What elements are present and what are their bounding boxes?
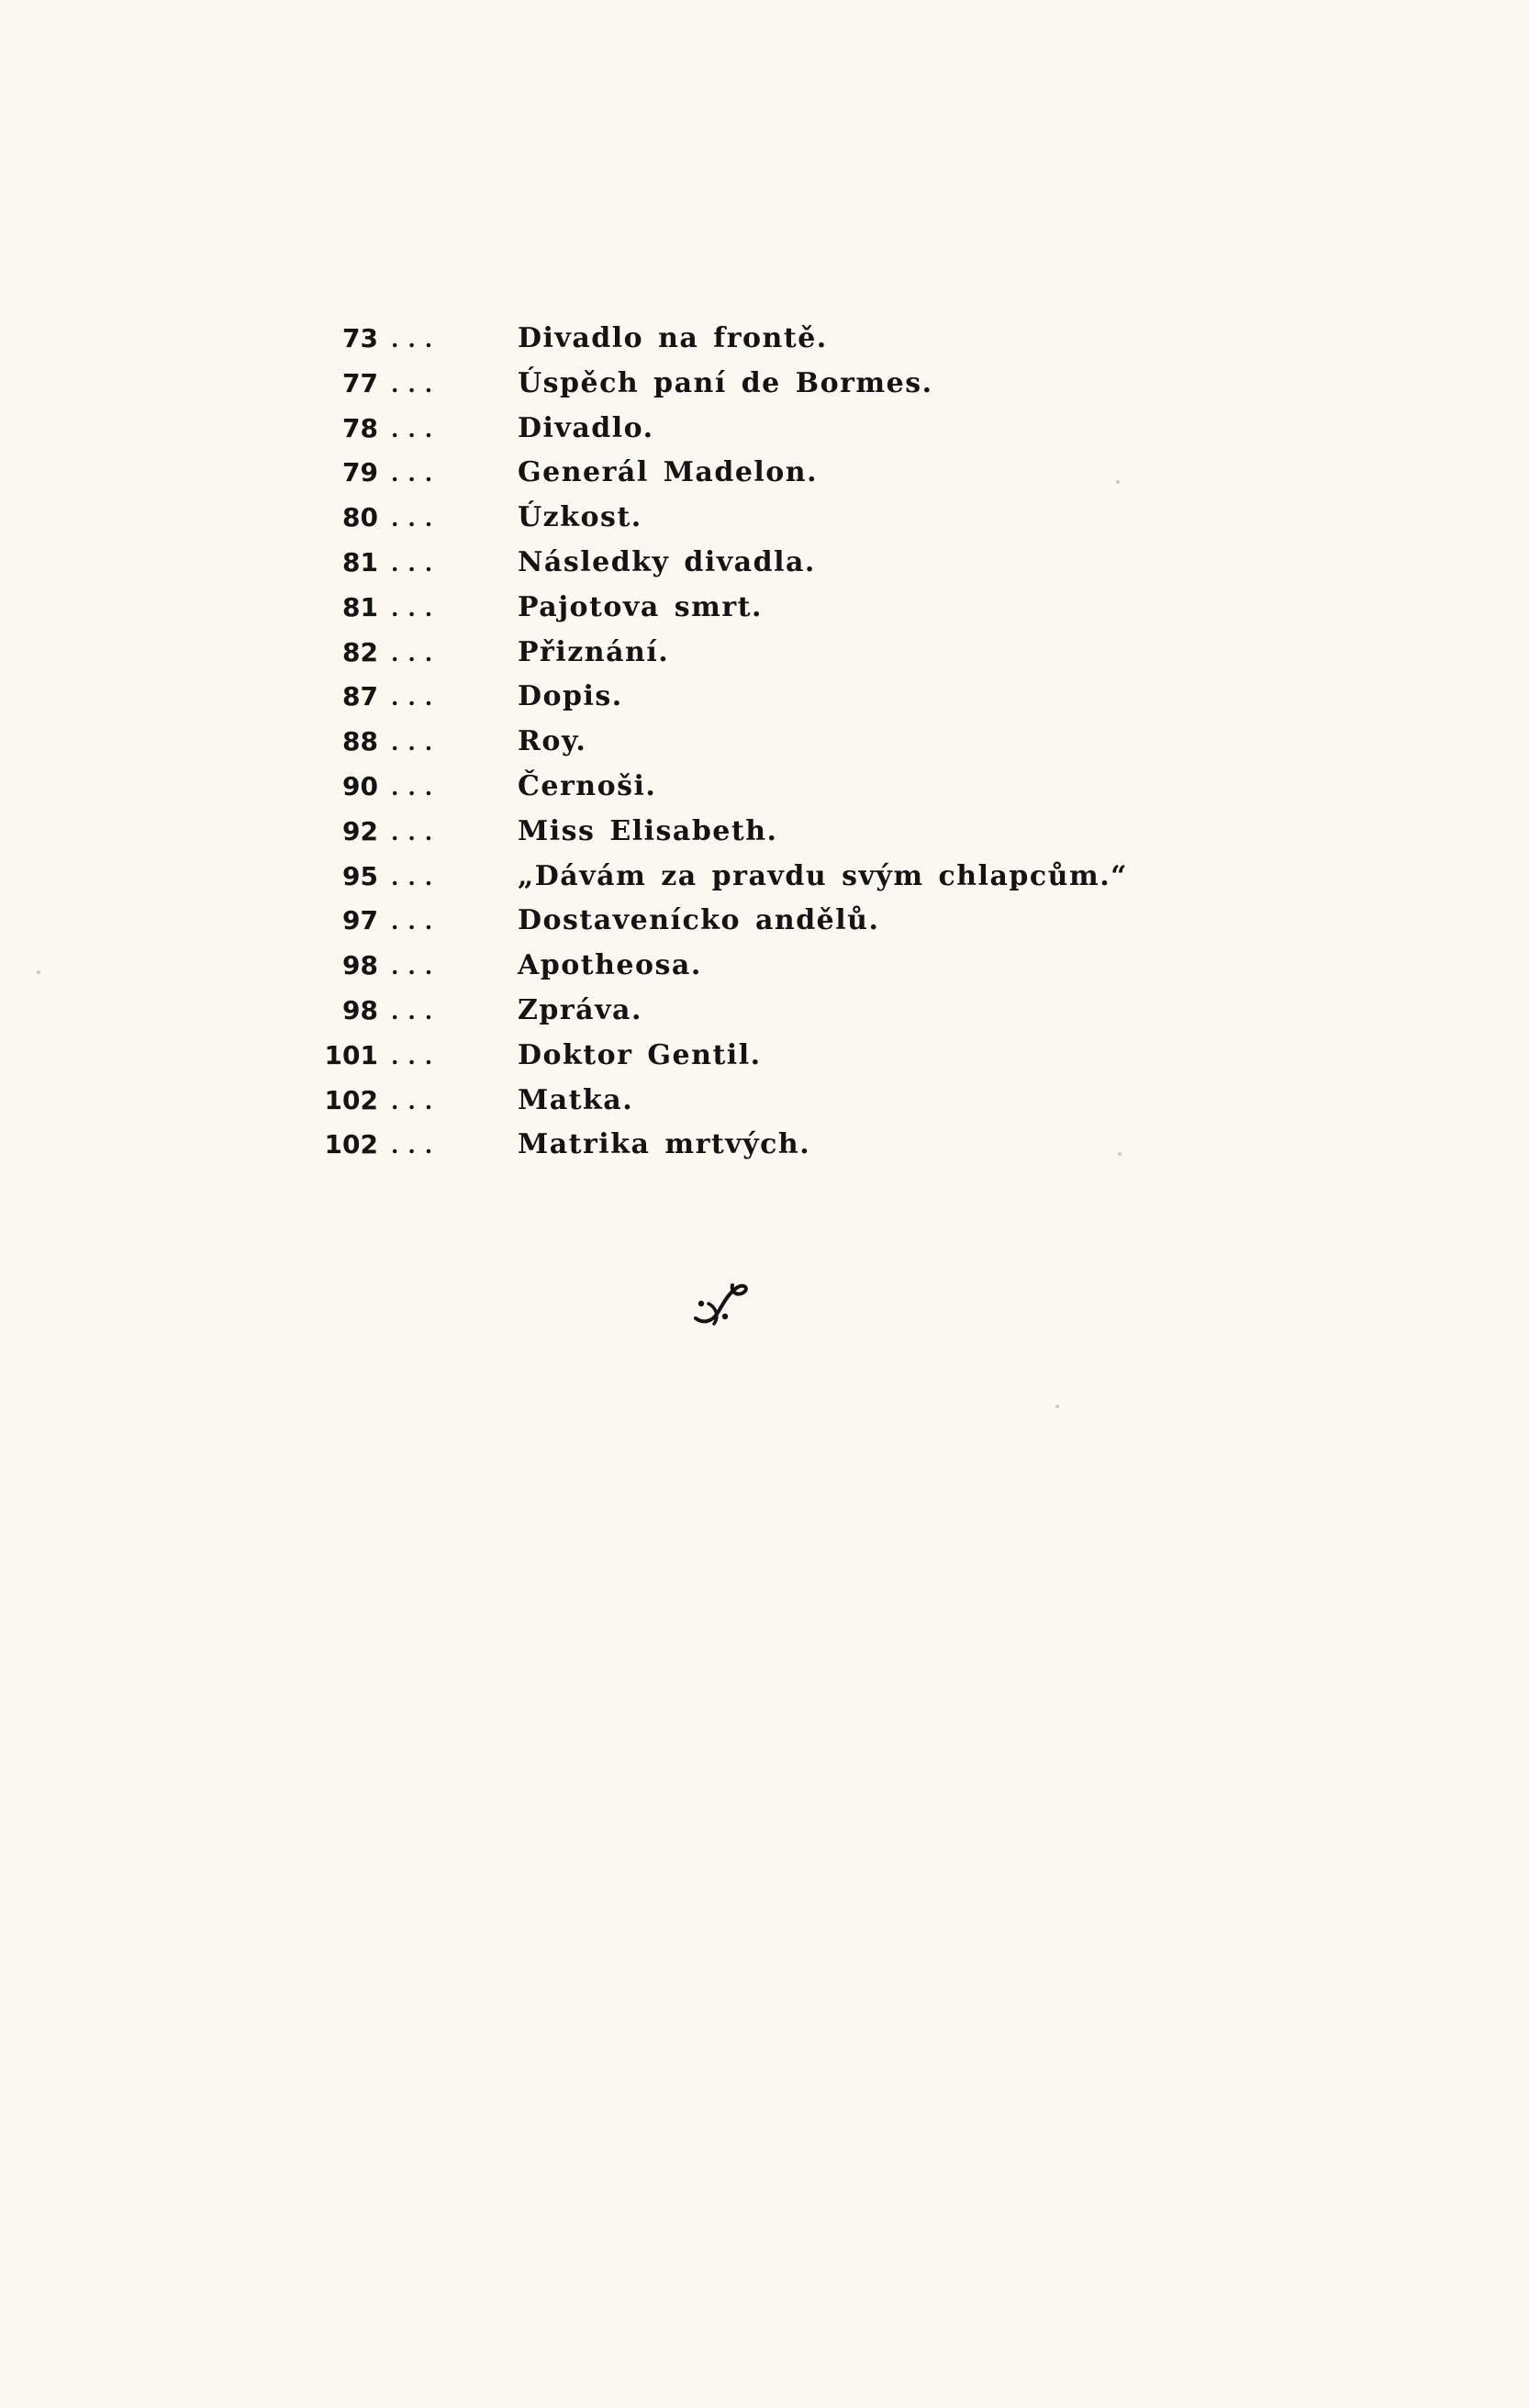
toc-entry: [303, 451, 1129, 496]
paper-speck: [1055, 1405, 1059, 1408]
toc-title: Matrika mrtvých.: [518, 1128, 811, 1161]
toc-title: Úspěch paní de Bormes.: [518, 366, 933, 399]
toc-entry: [303, 541, 1129, 586]
toc-entry: [303, 810, 1129, 855]
table-of-contents: [303, 317, 1129, 1168]
toc-page-number: 90: [342, 770, 378, 801]
toc-entry: [303, 944, 1129, 989]
toc-title: Divadlo.: [518, 411, 654, 444]
toc-entry: [303, 362, 1129, 407]
toc-title: Černoši.: [518, 769, 657, 802]
toc-page-number: 81: [342, 591, 378, 622]
toc-title: Matka.: [518, 1083, 634, 1116]
toc-entry: [303, 899, 1129, 944]
toc-title: Roy.: [518, 725, 587, 758]
toc-page-number: 98: [342, 950, 378, 981]
toc-leader: ...: [391, 908, 442, 935]
toc-leader: ...: [391, 997, 442, 1025]
toc-entry: [303, 496, 1129, 541]
printer-fleuron-icon: [688, 1276, 753, 1331]
toc-entry: [303, 989, 1129, 1034]
toc-entry: [303, 586, 1129, 631]
toc-leader: ...: [391, 773, 442, 801]
toc-page-number: 102: [324, 1084, 378, 1115]
toc-title: Miss Elisabeth.: [518, 814, 778, 847]
toc-title: Apotheosa.: [518, 949, 702, 982]
toc-leader: ...: [391, 549, 442, 577]
toc-title: Doktor Gentil.: [518, 1038, 762, 1071]
toc-leader: ...: [391, 1087, 442, 1114]
toc-page-number: 80: [342, 502, 378, 533]
toc-entry: [303, 1034, 1129, 1079]
toc-leader: ...: [391, 729, 442, 756]
toc-leader: ...: [391, 505, 442, 532]
toc-title: Přiznání.: [518, 635, 670, 668]
toc-title: Zpráva.: [518, 993, 642, 1026]
toc-title: Dopis.: [518, 680, 623, 713]
toc-leader: ...: [391, 1132, 442, 1159]
toc-page-number: 92: [342, 815, 378, 846]
toc-leader: ...: [391, 1042, 442, 1070]
toc-leader: ...: [391, 863, 442, 890]
toc-entry: [303, 855, 1129, 900]
toc-leader: ...: [391, 818, 442, 846]
toc-page-number: 81: [342, 546, 378, 577]
toc-leader: ...: [391, 594, 442, 622]
toc-leader: ...: [391, 684, 442, 711]
toc-page-number: 82: [342, 636, 378, 667]
toc-page-number: 87: [342, 681, 378, 712]
paper-speck: [1116, 480, 1120, 484]
toc-entry: [303, 317, 1129, 362]
toc-title: Pajotova smrt.: [518, 590, 763, 623]
toc-page-number: 73: [342, 323, 378, 353]
toc-leader: ...: [391, 953, 442, 980]
toc-page-number: 101: [324, 1039, 378, 1070]
toc-leader: ...: [391, 639, 442, 666]
toc-title: „Dávám za pravdu svým chlapcům.“: [518, 859, 1128, 892]
toc-entry: [303, 407, 1129, 452]
toc-entry: [303, 631, 1129, 676]
paper-speck: [37, 970, 40, 974]
toc-page-number: 79: [342, 457, 378, 488]
toc-leader: ...: [391, 460, 442, 487]
toc-entry: [303, 1123, 1129, 1168]
toc-page-number: 78: [342, 412, 378, 443]
toc-page-number: 97: [342, 905, 378, 936]
toc-title: Divadlo na frontě.: [518, 322, 828, 354]
toc-leader: ...: [391, 415, 442, 442]
toc-entry: [303, 1079, 1129, 1124]
paper-speck: [1118, 1152, 1122, 1156]
toc-entry: [303, 720, 1129, 765]
toc-entry: [303, 675, 1129, 720]
toc-entry: [303, 765, 1129, 810]
toc-title: Následky divadla.: [518, 545, 816, 578]
toc-title: Úzkost.: [518, 501, 642, 534]
toc-title: Generál Madelon.: [518, 456, 819, 489]
toc-page-number: 88: [342, 726, 378, 757]
toc-leader: ...: [391, 326, 442, 353]
toc-title: Dostavenícko andělů.: [518, 904, 880, 937]
toc-page-number: 102: [324, 1129, 378, 1160]
toc-page-number: 77: [342, 367, 378, 398]
toc-page-number: 98: [342, 994, 378, 1025]
toc-leader: ...: [391, 370, 442, 398]
toc-page-number: 95: [342, 860, 378, 891]
